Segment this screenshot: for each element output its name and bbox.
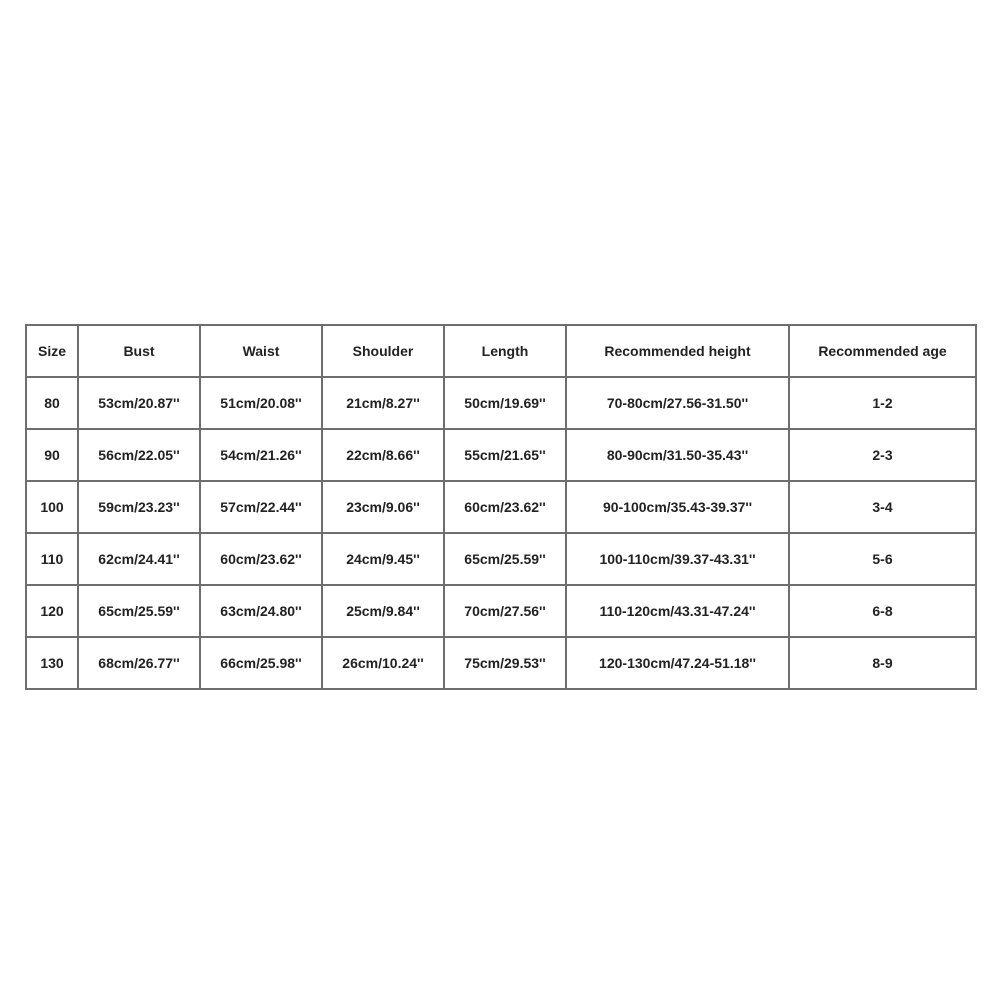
cell-recommended-age: 5-6 [789,533,976,585]
cell-size: 90 [26,429,78,481]
header-bust: Bust [78,325,200,377]
cell-shoulder: 23cm/9.06'' [322,481,444,533]
cell-bust: 65cm/25.59'' [78,585,200,637]
cell-recommended-age: 3-4 [789,481,976,533]
cell-length: 75cm/29.53'' [444,637,566,689]
cell-waist: 54cm/21.26'' [200,429,322,481]
header-waist: Waist [200,325,322,377]
table-row [26,429,976,481]
table-row [26,585,976,637]
cell-recommended-age: 8-9 [789,637,976,689]
cell-shoulder: 26cm/10.24'' [322,637,444,689]
cell-recommended-age: 1-2 [789,377,976,429]
cell-shoulder: 21cm/8.27'' [322,377,444,429]
header-size: Size [26,325,78,377]
cell-size: 100 [26,481,78,533]
cell-shoulder: 22cm/8.66'' [322,429,444,481]
cell-bust: 59cm/23.23'' [78,481,200,533]
cell-recommended-height: 80-90cm/31.50-35.43'' [566,429,789,481]
cell-length: 55cm/21.65'' [444,429,566,481]
table-row [26,377,976,429]
header-recommended-height: Recommended height [566,325,789,377]
cell-length: 60cm/23.62'' [444,481,566,533]
cell-size: 130 [26,637,78,689]
cell-waist: 60cm/23.62'' [200,533,322,585]
cell-waist: 51cm/20.08'' [200,377,322,429]
cell-size: 80 [26,377,78,429]
cell-size: 120 [26,585,78,637]
table-row [26,637,976,689]
size-chart-table [25,324,977,690]
table-row [26,481,976,533]
cell-waist: 66cm/25.98'' [200,637,322,689]
header-shoulder: Shoulder [322,325,444,377]
cell-length: 65cm/25.59'' [444,533,566,585]
table-header-row [26,325,976,377]
cell-recommended-age: 6-8 [789,585,976,637]
cell-recommended-height: 70-80cm/27.56-31.50'' [566,377,789,429]
cell-bust: 56cm/22.05'' [78,429,200,481]
cell-recommended-age: 2-3 [789,429,976,481]
cell-bust: 53cm/20.87'' [78,377,200,429]
cell-size: 110 [26,533,78,585]
cell-length: 50cm/19.69'' [444,377,566,429]
cell-waist: 57cm/22.44'' [200,481,322,533]
cell-length: 70cm/27.56'' [444,585,566,637]
table-row [26,533,976,585]
header-recommended-age: Recommended age [789,325,976,377]
header-length: Length [444,325,566,377]
cell-recommended-height: 120-130cm/47.24-51.18'' [566,637,789,689]
cell-bust: 62cm/24.41'' [78,533,200,585]
cell-recommended-height: 110-120cm/43.31-47.24'' [566,585,789,637]
cell-shoulder: 24cm/9.45'' [322,533,444,585]
cell-bust: 68cm/26.77'' [78,637,200,689]
cell-waist: 63cm/24.80'' [200,585,322,637]
cell-shoulder: 25cm/9.84'' [322,585,444,637]
cell-recommended-height: 90-100cm/35.43-39.37'' [566,481,789,533]
cell-recommended-height: 100-110cm/39.37-43.31'' [566,533,789,585]
